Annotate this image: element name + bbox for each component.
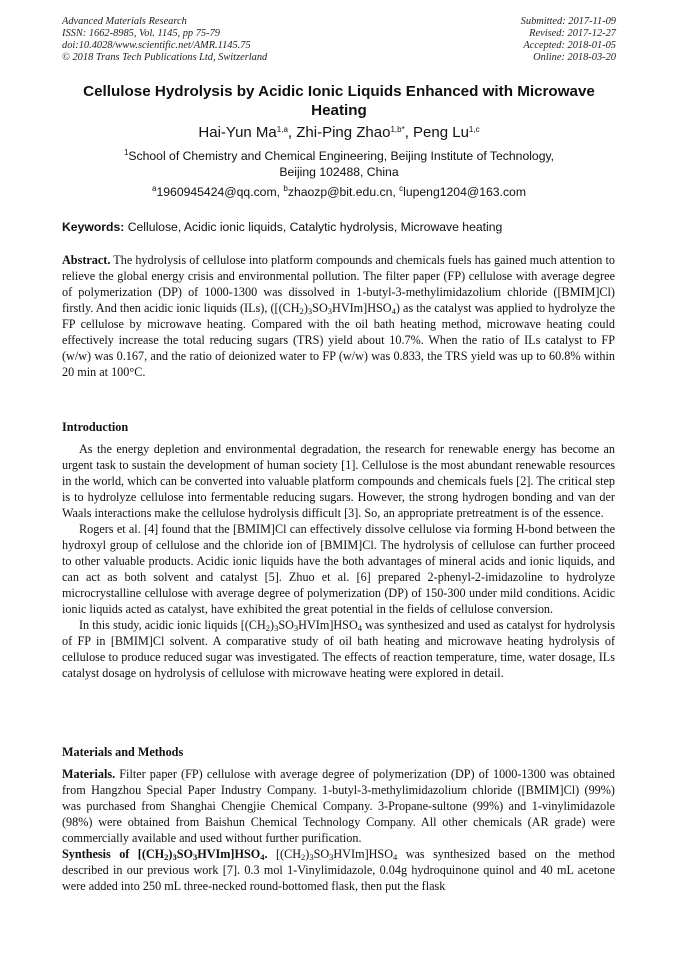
paper-title	[62, 82, 616, 120]
email-mark: c	[399, 184, 404, 193]
abstract-text: )	[303, 301, 308, 315]
paragraph-text: )	[270, 618, 275, 632]
subscript: 2	[265, 623, 271, 633]
subscript: 2	[164, 852, 169, 862]
title-line-2: Heating	[311, 102, 367, 119]
author-separator: ,	[404, 124, 414, 141]
synthesis-label	[62, 847, 268, 861]
online-date: Online: 2018-03-20	[533, 52, 616, 63]
synthesis-paragraph	[62, 846, 615, 894]
author-separator: ,	[287, 124, 297, 141]
author-2-affil: 1,b*	[390, 125, 405, 134]
introduction-body	[62, 441, 615, 681]
author-3-affil: 1,c	[468, 125, 480, 134]
materials-paragraph	[62, 766, 615, 846]
intro-paragraph-2: Rogers et al. [4] found that the [BMIM]Cl can effectively dissolve cellulose via forming H-bond between the hydroxyl group of cellulose and the chloride ion of [BMIM]Cl. The hydrolysis of cellulose can further proceed to other valuable products. Acidic ionic liquids have the both advantages of mineral acids and ionic liquids, and can act as both solvent and catalyst [5]. Zhuo et al. [6] prepared 2-phenyl-2-imidazoline to hydrolyze microcrystalline cellulose with average degree of polymerization (DP) of 150-300 under mild conditions. Acidic ionic liquids acted as catalyst, have exhibited the great potential in the fields of cellulose conversion.	[62, 522, 615, 616]
doi-line: doi:10.4028/www.scientific.net/AMR.1145.75	[62, 40, 251, 51]
submitted-date: Submitted: 2017-11-09	[520, 16, 616, 27]
methods-heading: Materials and Methods	[62, 745, 184, 759]
label-text: .	[264, 847, 268, 861]
affiliation-line-1: School of Chemistry and Chemical Engineering, Beijing Institute of Technology,	[128, 149, 555, 163]
paragraph-text: was synthesized and used as catalyst for hydrolysis of FP in [BMIM]Cl solvent. A comparative study of oil bath heating and microwave heating hydrolysis of cellulose to produce reduced sugar was investigated. The effects of reaction temperature, time, water dosage, ILs catalyst dosage on hydrolysis of cellulose with microwave heating were explored in detail.	[62, 618, 615, 680]
subscript: 3	[193, 852, 198, 862]
subscript: 3	[293, 623, 299, 633]
issn-line: ISSN: 1662-8985, Vol. 1145, pp 75-79	[62, 28, 220, 39]
author-emails	[62, 184, 616, 200]
paragraph-text: )	[305, 847, 310, 861]
subscript: 4	[260, 852, 265, 862]
subscript: 4	[391, 306, 396, 316]
title-line-1: Cellulose Hydrolysis by Acidic Ionic Liquids Enhanced with Microwave	[83, 83, 595, 100]
paragraph-text: Filter paper (FP) cellulose with average degree of polymerization (DP) of 1000-1300 was obtained from Hangzhou Special Paper Industry Company. 1-butyl-3-methylimidazolium chloride ([BMIM]Cl) (99%) was purchased from Shanghai Chengjie Chemical Company. 3-Propane-sultone (99%) and 1-vinylimidazole (98%) were obtained from Baishun Chemical Technology Company. All other chemicals (AR grade) were commercially available and used without further purification.	[62, 767, 615, 845]
keywords-text: Cellulose, Acidic ionic liquids, Catalytic hydrolysis, Microwave heating	[124, 220, 503, 234]
subscript: 3	[307, 306, 313, 316]
abstract	[62, 252, 615, 380]
subscript: 3	[327, 306, 333, 316]
paragraph-text: SO	[313, 847, 330, 861]
subscript: 3	[329, 852, 334, 862]
accepted-date: Accepted: 2018-01-05	[523, 40, 616, 51]
copyright-line: © 2018 Trans Tech Publications Ltd, Switzerland	[62, 52, 268, 63]
author-1: Hai-Yun Ma	[198, 124, 277, 141]
revised-date: Revised: 2017-12-27	[529, 28, 616, 39]
paragraph-text: HVIm]HSO	[298, 618, 358, 632]
label-text: HVIm]HSO	[197, 847, 261, 861]
subscript: 3	[172, 852, 177, 862]
subscript: 3	[309, 852, 314, 862]
abstract-text: ) as the catalyst was applied to hydrolyze the FP cellulose by microwave heating. Compared with the oil bath heating method, microwave heating could effectively increase the total reducing sugars (TRS) yield about 10.7%. When the ratio of ILs catalyst to FP (w/w) was 0.167, and the ratio of deionized water to FP (w/w) was 0.833, the TRS yield was up to 60.8% within 20 min at 100°C.	[62, 301, 615, 379]
intro-paragraph-3	[62, 617, 615, 681]
header-right	[521, 16, 616, 64]
affiliation-mark: 1	[123, 148, 129, 157]
abstract-text: HVIm]HSO	[332, 301, 392, 315]
materials-label: Materials.	[62, 767, 116, 781]
paragraph-text: [(CH	[267, 847, 302, 861]
subscript: 2	[301, 852, 306, 862]
email-a: 1960945424@qq.com,	[156, 185, 284, 199]
header-left	[62, 16, 267, 64]
abstract-text: The hydrolysis of cellulose into platform compounds and chemicals fuels has gained much attention to relieve the global energy crisis and environmental pollution. The filter paper (FP) cellulose with average degree of polymerization (DP) of 1000-1300 was dissolved in 1-butyl-3-methylimidazolium chloride ([BMIM]Cl) firstly. And then acidic ionic liquids (ILs), ([(CH	[62, 253, 615, 315]
paragraph-text: In this study, acidic ionic liquids [(CH	[79, 618, 266, 632]
email-mark: a	[152, 184, 157, 193]
email-c: lupeng1204@163.com	[403, 185, 526, 199]
methods-body	[62, 766, 615, 894]
label-text: SO	[176, 847, 193, 861]
subscript: 3	[274, 623, 279, 633]
author-2: Zhi-Ping Zhao	[296, 124, 391, 141]
affiliation	[62, 148, 616, 180]
author-1-affil: 1,a	[276, 125, 288, 134]
author-list	[62, 124, 616, 142]
paragraph-text: HVIm]HSO	[333, 847, 394, 861]
intro-paragraph-1: As the energy depletion and environmental degradation, the research for renewable energy has become an urgent task to sustain the development of human society [1]. Cellulose is the most abundant renewable resources in the world, which can be converted into valuable platform compounds and chemicals fuels [2]. The critical step is to hydrolyze cellulose into fermentable reducing sugars. However, the strong hydrogen bonding and van der Waals interactions make the cellulose hydrolysis difficult [3]. So, an appropriate pretreatment is of the essence.	[62, 442, 615, 520]
keywords-label: Keywords:	[62, 220, 125, 234]
keywords	[62, 220, 616, 235]
label-text: Synthesis of [(CH	[62, 847, 165, 861]
subscript: 2	[299, 306, 304, 316]
introduction-heading: Introduction	[62, 420, 129, 434]
affiliation-line-2: Beijing 102488, China	[279, 165, 399, 179]
abstract-label: Abstract.	[62, 253, 111, 267]
email-b: zhaozp@bit.edu.cn,	[287, 185, 400, 199]
abstract-text: SO	[312, 301, 328, 315]
subscript: 4	[393, 852, 398, 862]
journal-name: Advanced Materials Research	[62, 16, 187, 27]
email-mark: b	[283, 184, 288, 193]
paragraph-text: SO	[278, 618, 294, 632]
subscript: 4	[357, 623, 363, 633]
paragraph-text: was synthesized based on the method described in our previous work [7]. 0.3 mol 1-Vinylimidazole, 0.04g hydroquinone quinol and 40 mL acetone were added into 250 mL three-necked round-bottomed flask, then put the flask	[62, 847, 615, 893]
author-3: Peng Lu	[413, 124, 469, 141]
label-text: )	[168, 847, 173, 861]
